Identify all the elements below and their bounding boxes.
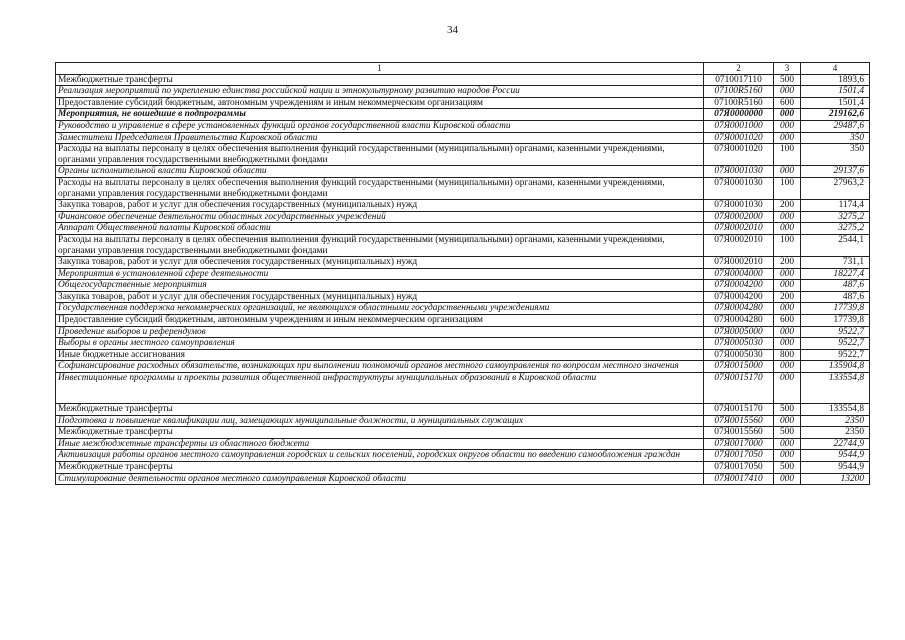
row-amount: 350 [801, 144, 870, 166]
table-body [56, 63, 870, 485]
table-row [56, 438, 870, 450]
row-type: 000 [774, 211, 801, 223]
table-row [56, 109, 870, 121]
row-type: 000 [774, 415, 801, 427]
row-type: 000 [774, 438, 801, 450]
table-row [56, 234, 870, 256]
row-type: 200 [774, 200, 801, 212]
row-amount: 731,1 [801, 257, 870, 269]
row-type: 600 [774, 315, 801, 327]
row-code: 07Я0015170 [704, 373, 774, 404]
row-type: 200 [774, 291, 801, 303]
row-code: 07Я0015170 [704, 404, 774, 416]
header-cell: 1 [56, 63, 704, 75]
row-name: Руководство и управление в сфере установленных функций органов государственной власти Кировской области [56, 120, 704, 132]
row-amount: 22744,9 [801, 438, 870, 450]
row-name: Государственная поддержка некоммерческих организаций, не являющихся областными государственными учреждениями [56, 303, 704, 315]
row-name: Органы исполнительной власти Кировской области [56, 166, 704, 178]
table-row [56, 166, 870, 178]
row-type: 000 [774, 132, 801, 144]
row-type: 000 [774, 86, 801, 98]
row-code: 07Я0001030 [704, 166, 774, 178]
row-type: 500 [774, 427, 801, 439]
row-amount: 2350 [801, 427, 870, 439]
row-type: 000 [774, 373, 801, 404]
table-row [56, 404, 870, 416]
row-amount: 18227,4 [801, 268, 870, 280]
row-amount: 487,6 [801, 291, 870, 303]
row-name: Общегосударственные мероприятия [56, 280, 704, 292]
row-name: Мероприятия, не вошедшие в подпрограммы [56, 109, 704, 121]
table-row [56, 361, 870, 373]
row-name: Расходы на выплаты персоналу в целях обеспечения выполнения функций государственными (муниципальными) органами, казенными учреждениями, органами управления государственными внебюджетными фондами [56, 177, 704, 199]
row-code: 07Я0001000 [704, 120, 774, 132]
row-name: Расходы на выплаты персоналу в целях обеспечения выполнения функций государственными (муниципальными) органами, казенными учреждениями, органами управления государственными внебюджетными фондами [56, 144, 704, 166]
table-row [56, 177, 870, 199]
row-amount: 29137,6 [801, 166, 870, 178]
row-amount: 29487,6 [801, 120, 870, 132]
row-amount: 9522,7 [801, 338, 870, 350]
table-row [56, 291, 870, 303]
row-code: 07Я0000000 [704, 109, 774, 121]
row-name: Софинансирование расходных обязательств, возникающих при выполнении полномочий органов местного самоуправления по вопросам местного значения [56, 361, 704, 373]
row-name: Проведение выборов и референдумов [56, 326, 704, 338]
row-type: 100 [774, 144, 801, 166]
row-type: 100 [774, 177, 801, 199]
row-code: 07Я0002010 [704, 223, 774, 235]
row-code: 07Я0017050 [704, 450, 774, 462]
row-name: Реализация мероприятий по укреплению единства российской нации и этнокультурному развитию народов России [56, 86, 704, 98]
row-code: 07Я0005030 [704, 349, 774, 361]
row-type: 500 [774, 404, 801, 416]
row-name: Предоставление субсидий бюджетным, автономным учреждениям и иным некоммерческим организациям [56, 97, 704, 109]
row-amount: 9544,9 [801, 462, 870, 474]
row-name: Подготовка и повышение квалификации лиц, замещающих муниципальные должности, и муниципальных служащих [56, 415, 704, 427]
table-row [56, 473, 870, 485]
row-type: 100 [774, 234, 801, 256]
row-name: Расходы на выплаты персоналу в целях обеспечения выполнения функций государственными (муниципальными) органами, казенными учреждениями, органами управления государственными внебюджетными фондами [56, 234, 704, 256]
row-amount: 3275,2 [801, 223, 870, 235]
table-row [56, 144, 870, 166]
header-cell: 3 [774, 63, 801, 75]
row-amount: 9522,7 [801, 349, 870, 361]
row-amount: 133554,8 [801, 404, 870, 416]
table-row [56, 349, 870, 361]
row-code: 07Я0005000 [704, 326, 774, 338]
row-type: 000 [774, 326, 801, 338]
row-code: 07Я0002010 [704, 234, 774, 256]
row-name: Аппарат Общественной палаты Кировской области [56, 223, 704, 235]
row-amount: 135904,8 [801, 361, 870, 373]
row-name: Межбюджетные трансферты [56, 427, 704, 439]
table-row [56, 315, 870, 327]
row-type: 600 [774, 97, 801, 109]
row-type: 000 [774, 450, 801, 462]
row-code: 0710017110 [704, 74, 774, 86]
row-name: Заместители Председателя Правительства Кировской области [56, 132, 704, 144]
row-amount: 487,6 [801, 280, 870, 292]
row-code: 07Я0017000 [704, 438, 774, 450]
table-row [56, 338, 870, 350]
row-amount: 17739,8 [801, 303, 870, 315]
row-code: 07Я0001020 [704, 144, 774, 166]
row-name: Выборы в органы местного самоуправления [56, 338, 704, 350]
table-row [56, 373, 870, 404]
row-name: Закупка товаров, работ и услуг для обеспечения государственных (муниципальных) нужд [56, 257, 704, 269]
row-name: Межбюджетные трансферты [56, 462, 704, 474]
row-amount: 1174,4 [801, 200, 870, 212]
row-code: 07Я0001020 [704, 132, 774, 144]
table-row [56, 200, 870, 212]
table-row [56, 74, 870, 86]
table-row [56, 257, 870, 269]
row-name: Стимулирование деятельности органов местного самоуправления Кировской области [56, 473, 704, 485]
table-row [56, 427, 870, 439]
row-amount: 2544,1 [801, 234, 870, 256]
row-code: 07Я0015000 [704, 361, 774, 373]
row-type: 000 [774, 166, 801, 178]
row-name: Предоставление субсидий бюджетным, автономным учреждениям и иным некоммерческим организациям [56, 315, 704, 327]
row-code: 07Я0002010 [704, 257, 774, 269]
row-name: Финансовое обеспечение деятельности областных государственных учреждений [56, 211, 704, 223]
table-row [56, 303, 870, 315]
row-type: 000 [774, 280, 801, 292]
row-type: 000 [774, 120, 801, 132]
row-code: 07Я0004000 [704, 268, 774, 280]
budget-table [55, 62, 870, 485]
row-amount: 2350 [801, 415, 870, 427]
row-name: Иные межбюджетные трансферты из областного бюджета [56, 438, 704, 450]
row-code: 07Я0001030 [704, 200, 774, 212]
row-type: 800 [774, 349, 801, 361]
row-code: 07Я0002000 [704, 211, 774, 223]
table-row [56, 223, 870, 235]
row-code: 07Я0004280 [704, 303, 774, 315]
row-name: Закупка товаров, работ и услуг для обеспечения государственных (муниципальных) нужд [56, 200, 704, 212]
row-type: 500 [774, 462, 801, 474]
row-name: Межбюджетные трансферты [56, 74, 704, 86]
row-amount: 3275,2 [801, 211, 870, 223]
page-number: 34 [447, 24, 458, 36]
table-row [56, 86, 870, 98]
table-row [56, 132, 870, 144]
row-code: 07Я0005030 [704, 338, 774, 350]
row-code: 07Я0015560 [704, 427, 774, 439]
row-amount: 27963,2 [801, 177, 870, 199]
row-type: 000 [774, 109, 801, 121]
row-amount: 219162,6 [801, 109, 870, 121]
row-type: 000 [774, 223, 801, 235]
row-code: 07Я0017050 [704, 462, 774, 474]
table-row [56, 268, 870, 280]
table-row [56, 462, 870, 474]
row-type: 200 [774, 257, 801, 269]
row-amount: 1501,4 [801, 97, 870, 109]
row-code: 07Я0004200 [704, 280, 774, 292]
table-row [56, 211, 870, 223]
row-type: 000 [774, 361, 801, 373]
row-name: Инвестиционные программы и проекты развития общественной инфраструктуры муниципальных образований в Кировской области [56, 373, 704, 404]
row-name: Межбюджетные трансферты [56, 404, 704, 416]
row-type: 000 [774, 268, 801, 280]
row-code: 07100R5160 [704, 97, 774, 109]
row-amount: 1893,6 [801, 74, 870, 86]
row-name: Активизация работы органов местного самоуправления городских и сельских поселений, городских округов области по введению самообложения граждан [56, 450, 704, 462]
row-amount: 17739,8 [801, 315, 870, 327]
row-amount: 9544,9 [801, 450, 870, 462]
table-row [56, 280, 870, 292]
row-code: 07Я0015560 [704, 415, 774, 427]
row-amount: 133554,8 [801, 373, 870, 404]
table-row [56, 326, 870, 338]
row-amount: 9522,7 [801, 326, 870, 338]
row-amount: 13200 [801, 473, 870, 485]
row-name: Мероприятия в установленной сфере деятельности [56, 268, 704, 280]
row-code: 07Я0004200 [704, 291, 774, 303]
row-amount: 350 [801, 132, 870, 144]
row-name: Закупка товаров, работ и услуг для обеспечения государственных (муниципальных) нужд [56, 291, 704, 303]
row-type: 000 [774, 338, 801, 350]
header-cell: 2 [704, 63, 774, 75]
row-code: 07Я0004280 [704, 315, 774, 327]
table-row [56, 120, 870, 132]
table-row [56, 97, 870, 109]
row-code: 07100R5160 [704, 86, 774, 98]
row-type: 000 [774, 473, 801, 485]
row-amount: 1501,4 [801, 86, 870, 98]
header-cell: 4 [801, 63, 870, 75]
header-row [56, 63, 870, 75]
row-type: 000 [774, 303, 801, 315]
row-name: Иные бюджетные ассигнования [56, 349, 704, 361]
table-row [56, 450, 870, 462]
row-type: 500 [774, 74, 801, 86]
table-row [56, 415, 870, 427]
row-code: 07Я0001030 [704, 177, 774, 199]
row-code: 07Я0017410 [704, 473, 774, 485]
